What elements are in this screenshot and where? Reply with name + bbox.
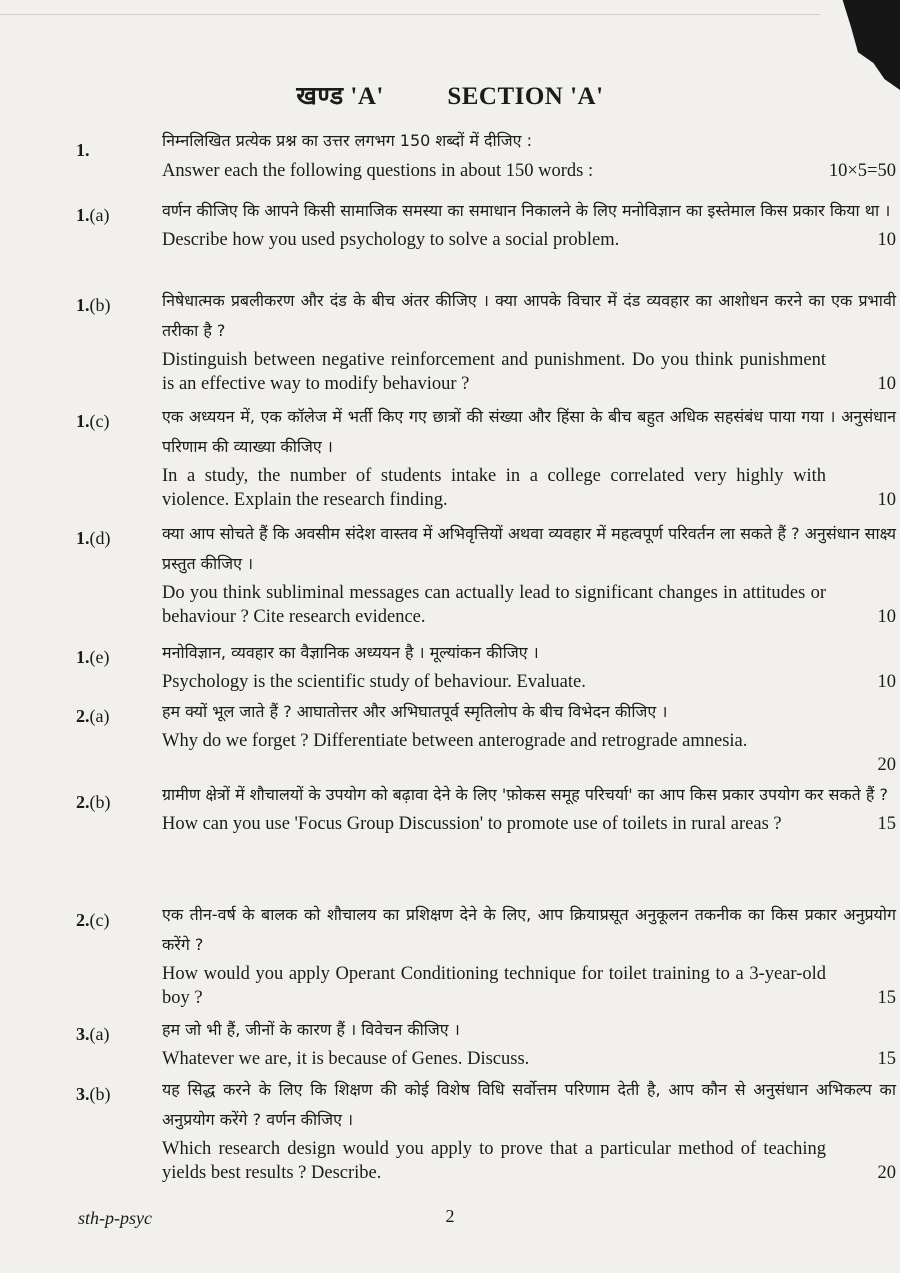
question-number: 1.(c) bbox=[76, 411, 110, 431]
question-block bbox=[162, 126, 896, 183]
question-number: 2.(a) bbox=[76, 706, 110, 726]
question-marks: 15 bbox=[877, 1049, 896, 1069]
question-marks: 15 bbox=[877, 814, 896, 834]
question-hindi: यह सिद्ध करने के लिए कि शिक्षण की कोई विशेष विधि सर्वोत्तम परिणाम देती है, आप कौन से अनुसंधान अभिकल्प का अनुप्रयोग करेंगे ? वर्णन कीजिए । bbox=[162, 1080, 896, 1129]
scan-corner-mark bbox=[830, 0, 900, 90]
question-block bbox=[162, 1015, 896, 1071]
question-hindi: एक अध्ययन में, एक कॉलेज में भर्ती किए गए छात्रों की संख्या और हिंसा के बीच बहुत अधिक सहसंबंध पाया गया । अनुसंधान परिणाम की व्याख्या कीजिए । bbox=[162, 407, 896, 456]
question-english: Distinguish between negative reinforcement and punishment. Do you think punishment is an effective way to modify behaviour ? 10 bbox=[162, 350, 896, 394]
question-block bbox=[162, 697, 896, 777]
section-heading bbox=[0, 78, 900, 112]
scan-artifact-line bbox=[0, 14, 820, 15]
question-hindi: निम्नलिखित प्रत्येक प्रश्न का उत्तर लगभग 150 शब्दों में दीजिए : bbox=[162, 131, 532, 150]
question-marks: 10 bbox=[877, 490, 896, 510]
question-english: Which research design would you apply to prove that a particular method of teaching yields best results ? Describe. 20 bbox=[162, 1139, 896, 1183]
section-heading-hindi: खण्ड 'A' bbox=[296, 83, 384, 110]
question-hindi: क्या आप सोचते हैं कि अवसीम संदेश वास्तव में अभिवृत्तियों अथवा व्यवहार में महत्वपूर्ण परिवर्तन ला सकते हैं ? अनुसंधान साक्ष्य प्रस्तुत कीजिए । bbox=[162, 524, 896, 573]
question-hindi: हम क्यों भूल जाते हैं ? आघातोत्तर और अभिघातपूर्व स्मृतिलोप के बीच विभेदन कीजिए । bbox=[162, 702, 668, 721]
question-number: 1.(e) bbox=[76, 647, 110, 667]
section-heading-english: SECTION 'A' bbox=[447, 83, 604, 110]
question-block bbox=[162, 780, 896, 836]
question-marks: 20 bbox=[877, 755, 896, 775]
question-hindi: हम जो भी हैं, जीनों के कारण हैं । विवेचन कीजिए । bbox=[162, 1020, 460, 1039]
question-block bbox=[162, 286, 896, 396]
question-hindi: निषेधात्मक प्रबलीकरण और दंड के बीच अंतर कीजिए । क्या आपके विचार में दंड व्यवहार का आशोधन करने का एक प्रभावी तरीका है ? bbox=[162, 291, 896, 340]
question-block bbox=[162, 519, 896, 629]
question-english: How would you apply Operant Conditioning technique for toilet training to a 3-year-old boy ? 15 bbox=[162, 964, 896, 1008]
question-marks: 10 bbox=[877, 230, 896, 250]
question-marks: 10 bbox=[877, 374, 896, 394]
question-block bbox=[162, 1075, 896, 1185]
page-number: 2 bbox=[445, 1206, 455, 1226]
question-english: Why do we forget ? Differentiate between anterograde and retrograde amnesia. bbox=[162, 731, 748, 751]
question-english: Do you think subliminal messages can actually lead to significant changes in attitudes or behaviour ? Cite research evidence. 10 bbox=[162, 583, 896, 627]
question-english: Whatever we are, it is because of Genes. Discuss. 15 bbox=[162, 1049, 896, 1069]
question-english: Answer each the following questions in about 150 words : 10×5=50 bbox=[162, 161, 896, 181]
paper-code: sth-p-psyc bbox=[78, 1208, 152, 1228]
question-number: 3.(a) bbox=[76, 1024, 110, 1044]
question-number: 2.(c) bbox=[76, 910, 110, 930]
question-marks: 20 bbox=[877, 1163, 896, 1183]
question-number: 2.(b) bbox=[76, 792, 111, 812]
question-number: 1.(b) bbox=[76, 295, 111, 315]
question-english: How can you use 'Focus Group Discussion' to promote use of toilets in rural areas ? 15 bbox=[162, 814, 896, 834]
question-block bbox=[162, 638, 896, 694]
question-english: Describe how you used psychology to solve a social problem. 10 bbox=[162, 230, 896, 250]
question-number: 1.(a) bbox=[76, 205, 110, 225]
question-number: 3.(b) bbox=[76, 1084, 111, 1104]
question-hindi: एक तीन-वर्ष के बालक को शौचालय का प्रशिक्षण देने के लिए, आप क्रियाप्रसूत अनुकूलन तकनीक का किस प्रकार अनुप्रयोग करेंगे ? bbox=[162, 905, 896, 954]
question-marks: 15 bbox=[877, 988, 896, 1008]
question-hindi: ग्रामीण क्षेत्रों में शौचालयों के उपयोग को बढ़ावा देने के लिए 'फ़ोकस समूह परिचर्या' का आप किस प्रकार उपयोग कर सकते हैं ? bbox=[162, 785, 888, 804]
question-marks: 10 bbox=[877, 672, 896, 692]
question-marks: 10×5=50 bbox=[828, 161, 896, 181]
question-block bbox=[162, 900, 896, 1010]
question-number: 1.(d) bbox=[76, 528, 111, 548]
question-number: 1. bbox=[76, 140, 90, 160]
question-marks: 10 bbox=[877, 607, 896, 627]
question-hindi: मनोविज्ञान, व्यवहार का वैज्ञानिक अध्ययन है । मूल्यांकन कीजिए । bbox=[162, 643, 539, 662]
question-hindi: वर्णन कीजिए कि आपने किसी सामाजिक समस्या का समाधान निकालने के लिए मनोविज्ञान का इस्तेमाल किस प्रकार किया था । bbox=[162, 201, 891, 220]
question-english: In a study, the number of students intake in a college correlated very highly with violence. Explain the research finding. 10 bbox=[162, 466, 896, 510]
question-english: Psychology is the scientific study of behaviour. Evaluate. 10 bbox=[162, 672, 896, 692]
question-block bbox=[162, 196, 896, 252]
question-block bbox=[162, 402, 896, 512]
